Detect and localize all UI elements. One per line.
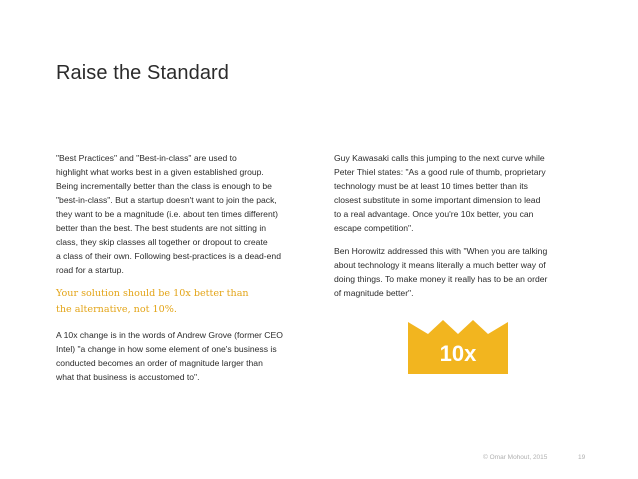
highlight-quote: Your solution should be 10x better than the alternative, not 10%.	[56, 288, 249, 315]
right-paragraph-2: Ben Horowitz addressed this with "When you are talking about technology it means literally a much better way of doing things. To make money it really has to be an order of magnitude better".	[334, 246, 548, 298]
left-paragraph-1: "Best Practices" and "Best-in-class" are used to highlight what works best in a given established group. Being incrementally better than the class is enough to be "best-in-class". But a startup doesn't want to join the pack, they want to be a magnitude (i.e. about ten times different) better than the best. The best students are not sitting in class, they skip classes all together or dropout to create a class of their own. Following best-practices is a dead-end road for a startup.	[56, 153, 281, 275]
page-title: Raise the Standard	[56, 62, 230, 84]
crown-graphic	[408, 320, 508, 374]
right-paragraph-1: Guy Kawasaki calls this jumping to the next curve while Peter Thiel states: "As a good rule of thumb, proprietary technology must be at least 10 times better than its closest substitute in some important dimension to lead to a real advantage. Once you're 10x better, you can escape competition".	[334, 153, 546, 233]
left-column	[56, 151, 306, 393]
copyright-text: © Omar Mohout, 2015	[483, 454, 548, 461]
right-column	[334, 151, 594, 309]
left-paragraph-2: A 10x change is in the words of Andrew Grove (former CEO Intel) "a change in how some element of one's business is conducted becomes an order of magnitude larger than what that business is accustomed to".	[56, 330, 283, 382]
page-number: 19	[578, 454, 586, 461]
badge-label: 10x	[439, 341, 477, 366]
crown-icon	[408, 320, 508, 374]
